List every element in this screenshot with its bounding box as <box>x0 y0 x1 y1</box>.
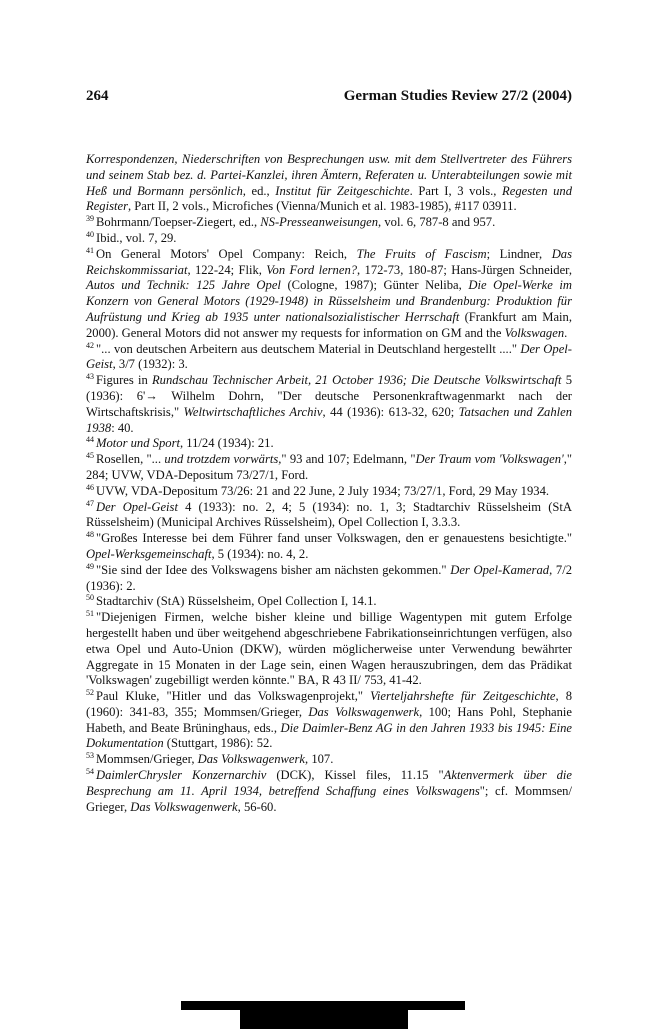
footnote-number: 45 <box>86 451 94 461</box>
footnote-text: , Part II, 2 vols., Microfiches (Vienna/Munich et al. 1983-1985), #117 03911. <box>127 199 517 214</box>
footnote-text: , 172-73, 180-87; Hans-Jürgen Schneider, <box>357 262 573 277</box>
footnote-number: 50 <box>86 593 94 603</box>
footnote-number: 52 <box>86 688 94 698</box>
footnote <box>86 484 572 500</box>
footnote-text: Bohrmann/Toepser-Ziegert, ed., <box>96 215 261 230</box>
footnote-italic-text: Das Volkswagenwerk <box>197 752 306 767</box>
footnote-text: , 8 (1960): 341-83, 355; Mommsen/Grieger, <box>86 689 573 719</box>
footnote-number: 39 <box>86 214 94 224</box>
journal-title: German Studies Review 27/2 (2004) <box>343 88 572 104</box>
footnote-text: (Stuttgart, 1986): 52. <box>163 736 273 751</box>
footnote <box>86 231 572 247</box>
footnote-text: Paul Kluke, "Hitler und das Volkswagenprojekt," <box>96 689 371 704</box>
footnote-number: 51 <box>86 609 94 619</box>
scan-bar-tab <box>240 1010 408 1029</box>
footnote-text: , 44 (1936): 613-32, 620; <box>322 404 459 419</box>
footnote-italic-text: Das Volkswagenwerk <box>308 704 420 719</box>
footnote-text: , 7/2 (1936): 2. <box>86 562 573 593</box>
footnote <box>86 610 572 689</box>
footnote-italic-text: Institut für Zeitgeschichte <box>275 183 410 198</box>
footnote <box>86 452 572 484</box>
scan-bar <box>181 1001 465 1010</box>
footnote-italic-text: und trotzdem vorwärts, <box>164 452 282 467</box>
footnote-text: , 122-24; Flik, <box>187 262 267 277</box>
footnote-italic-text: Weltwirtschaftliches Archiv <box>183 404 323 419</box>
footnote <box>86 500 572 532</box>
footnote-text: Figures in <box>96 373 152 388</box>
footnote <box>86 768 572 815</box>
footnote-text: "Diejenigen Firmen, welche bisher kleine und billige Wagentypen mit gutem Erfolge hergestellt haben und über weitgehend abgeschriebene Fabrikationseinrichtungen verfügen, also etwa Opel und Auto-Union (DKW), würden möglicherweise unter Verwendung bewährter Aggregate in 15 Monaten in der Lage sein, einen Wagen herauszubringen, dem das Prädikat 'Volkswagen' zugebilligt werden könnte." BA, R 43 II/ 753, 41-42. <box>86 610 572 688</box>
footnote-text: ; Lindner, <box>486 246 552 261</box>
footnote <box>86 752 572 768</box>
footnote-italic-text: Korrespondenzen, Niederschriften von Besprechungen usw. mit dem Stellvertreter des Führers und seinem Stab bez. d. Partei-Kanzlei, ihren Ämtern, Referaten u. Unterabteilungen sowie mit Heß und Bormann persönlich, <box>86 152 572 198</box>
footnote-number: 49 <box>86 561 94 571</box>
footnote-text: , 5 (1934): no. 4, 2. <box>211 546 309 561</box>
footnote-text: Rosellen, "... <box>96 452 165 467</box>
running-header <box>86 88 572 108</box>
footnote <box>86 152 572 215</box>
footnotes-body <box>86 152 572 815</box>
footnote-text: Stadtarchiv (StA) Rüsselsheim, Opel Collection I, 14.1. <box>96 594 377 609</box>
footnote-italic-text: Aktenvermerk über die Besprechung am 11. April 1934, betreffend Schaffung eines Volkswagens <box>86 768 572 798</box>
footnote-italic-text: Der Opel-Geist <box>86 341 572 372</box>
footnote-number: 48 <box>86 530 94 540</box>
footnote-text: "; cf. Mommsen/ Grieger, <box>86 783 572 814</box>
footnote-italic-text: Das Reichskommissariat <box>86 246 572 277</box>
footnote-number: 41 <box>86 245 94 255</box>
footnote-number: 53 <box>86 751 94 761</box>
footnote <box>86 689 572 752</box>
footnote-text: , vol. 6, 787-8 and 957. <box>378 215 496 230</box>
footnote-text: On General Motors' Opel Company: Reich, <box>96 246 357 261</box>
footnote-text: "Sie sind der Idee des Volkswagens bisher am nächsten gekommen." <box>96 562 451 577</box>
footnote-text: ," 284; UVW, VDA-Depositum 73/27/1, Ford. <box>86 452 572 482</box>
footnote-text: . Part I, 3 vols., <box>409 183 503 198</box>
footnote-text: , 11/24 (1934): 21. <box>179 436 274 451</box>
footnote-italic-text: Rundschau Technischer Arbeit, 21 October 1936; Die Deutsche Volkswirtschaft <box>151 373 562 388</box>
footnote-italic-text: Von Ford lernen? <box>266 262 358 277</box>
footnote-italic-text: Die Daimler-Benz AG in den Jahren 1933 bis 1945: Eine Dokumentation <box>86 720 572 751</box>
footnote-text: Ibid., vol. 7, 29. <box>96 230 177 245</box>
footnote <box>86 373 572 436</box>
footnote-number: 40 <box>86 229 94 239</box>
footnote-italic-text: Der Opel-Kamerad <box>450 562 550 577</box>
footnote-italic-text: Der Traum vom 'Volkswagen' <box>415 452 564 467</box>
footnote-italic-text: DaimlerChrysler Konzernarchiv <box>96 768 267 783</box>
footnote-text: 4 (1933): no. 2, 4; 5 (1934): no. 1, 3; Stadtarchiv Rüsselsheim (StA Rüsselsheim) (Municipal Archives Rüsselsheim), Opel Collection I, 3.3.3. <box>86 499 572 530</box>
footnote-italic-text: The Fruits of Fascism <box>356 246 487 261</box>
footnote-text: , 107. <box>305 752 334 767</box>
footnote <box>86 531 572 563</box>
footnote-italic-text: Opel-Werksgemeinschaft <box>86 546 212 561</box>
footnote-number: 43 <box>86 372 94 382</box>
footnote-italic-text: Der Opel-Geist <box>96 499 178 514</box>
footnote-italic-text: NS-Presseanweisungen <box>260 215 379 230</box>
footnote-text: ed., <box>245 183 276 198</box>
footnote-text: "Großes Interesse bei dem Führer fand unser Volkswagen, den er genauestens besichtigte." <box>96 531 572 546</box>
footnote <box>86 342 572 374</box>
footnote <box>86 594 572 610</box>
page-number: 264 <box>86 88 109 104</box>
footnote-italic-text: Volkswagen <box>504 325 565 340</box>
footnote-italic-text: Das Volkswagenwerk <box>130 799 238 814</box>
footnote-text: (Frankfurt am Main, 2000). General Motors did not answer my requests for information on GM and the <box>86 309 572 340</box>
footnote <box>86 215 572 231</box>
footnote-number: 54 <box>86 767 94 777</box>
footnote-text: , 56-60. <box>237 799 277 814</box>
footnote-text: (DCK), Kissel files, 11.15 " <box>266 768 444 783</box>
footnote-italic-text: Regesten und Register <box>86 183 573 214</box>
footnote-text: "... von deutschen Arbeitern aus deutschem Material in Deutschland hergestellt ...." <box>96 341 521 356</box>
footnote <box>86 247 572 342</box>
footnote-text: UVW, VDA-Depositum 73/26: 21 and 22 June, 2 July 1934; 73/27/1, Ford, 29 May 1934. <box>96 483 550 498</box>
footnote-text: : 40. <box>111 420 134 435</box>
footnote-text: , 3/7 (1932): 3. <box>112 357 188 372</box>
footnote-text: " 93 and 107; Edelmann, " <box>281 452 416 467</box>
footnote-text: (Cologne, 1987); Günter Neliba, <box>280 278 469 293</box>
footnote-italic-text: Die Opel-Werke im Konzern von General Motors (1929-1948) in Rüsselsheim und Brandenburg: Produktion für Aufrüstung und Krieg ab 1935 unter nationalsozialistischer Herrschaft <box>86 278 572 324</box>
footnote-number: 47 <box>86 498 94 508</box>
footnote-text: Mommsen/Grieger, <box>96 752 198 767</box>
footnote-text: 5 (1936): 6'→ Wilhelm Dohrn, "Der deutsche Personenkraftwagenmarkt nach der Wirtschaftskrisis," <box>86 373 573 419</box>
footnote-text: . <box>564 325 568 340</box>
footnote-number: 46 <box>86 482 94 492</box>
footnote <box>86 436 572 452</box>
footnote-italic-text: Vierteljahrshefte für Zeitgeschichte <box>370 689 556 704</box>
footnote-number: 44 <box>86 435 94 445</box>
footnote-italic-text: Autos und Technik: 125 Jahre Opel <box>86 278 281 293</box>
footnote-italic-text: Tatsachen und Zahlen 1938 <box>86 404 572 435</box>
footnote-number: 42 <box>86 340 94 350</box>
footnote <box>86 563 572 595</box>
footnote-italic-text: Motor und Sport <box>96 436 180 451</box>
footnote-text: , 100; Hans Pohl, Stephanie Habeth, and Beate Brüninghaus, eds., <box>86 704 573 735</box>
